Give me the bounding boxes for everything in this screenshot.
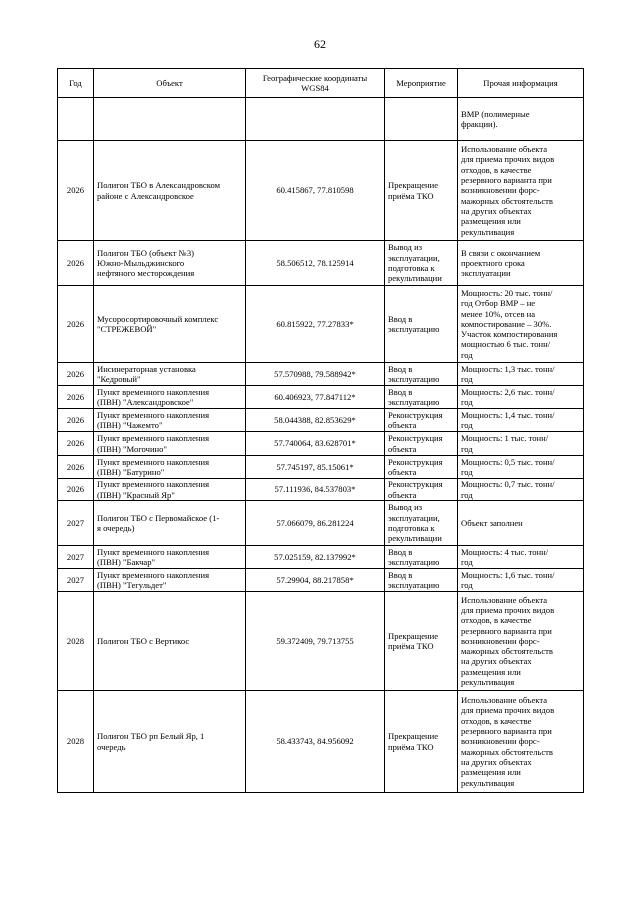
cell-year: 2026 xyxy=(58,479,94,501)
cell-year: 2026 xyxy=(58,363,94,386)
cell-info: Объект заполнен xyxy=(458,501,584,546)
cell-measure: Прекращение приёма ТКО xyxy=(385,691,458,793)
cell-info: Использование объекта для приема прочих видов отходов, в качестве резервного варианта при возникновении форс- мажорных обстоятельств на других объектах размещения или рекультивация xyxy=(458,691,584,793)
cell-measure: Реконструкция объекта xyxy=(385,479,458,501)
cell-measure: Ввод в эксплуатацию xyxy=(385,546,458,569)
table-row xyxy=(58,569,584,592)
cell-info: Мощность: 20 тыс. тонн/ год Отбор ВМР – не менее 10%, отсев на компостирование – 30%. Участок компостирования мощностью 6 тыс. тонн/ год xyxy=(458,286,584,363)
cell-measure: Ввод в эксплуатацию xyxy=(385,363,458,386)
table-row xyxy=(58,363,584,386)
table-row xyxy=(58,501,584,546)
cell-year: 2027 xyxy=(58,546,94,569)
cell-measure: Ввод в эксплуатацию xyxy=(385,386,458,409)
header-measure: Мероприятие xyxy=(385,69,458,98)
cell-object: Полигон ТБО (объект №3) Южно-Мыльджинского нефтяного месторождения xyxy=(94,241,246,286)
header-coordinates: Географические координаты WGS84 xyxy=(246,69,385,98)
cell-coordinates: 60.415867, 77.810598 xyxy=(246,141,385,241)
cell-measure: Реконструкция объекта xyxy=(385,432,458,456)
cell-coordinates: 57.570988, 79.588942* xyxy=(246,363,385,386)
cell-info: Мощность: 2,6 тыс. тонн/ год xyxy=(458,386,584,409)
cell-info: В связи с окончанием проектного срока эксплуатации xyxy=(458,241,584,286)
cell-year: 2026 xyxy=(58,141,94,241)
cell-info: Использование объекта для приема прочих видов отходов, в качестве резервного варианта при возникновении форс- мажорных обстоятельств на других объектах размещения или рекультивация xyxy=(458,141,584,241)
table-row xyxy=(58,432,584,456)
cell-coordinates: 57.066079, 86.281224 xyxy=(246,501,385,546)
cell-measure: Прекращение приёма ТКО xyxy=(385,141,458,241)
cell-object: Пункт временного накопления (ПВН) "Бакчар" xyxy=(94,546,246,569)
cell-coordinates: 57.29904, 88.217858* xyxy=(246,569,385,592)
cell-info: Мощность: 1,4 тыс. тонн/ год xyxy=(458,409,584,432)
cell-measure: Вывод из эксплуатации, подготовка к рекультивации xyxy=(385,241,458,286)
cell-measure: Ввод в эксплуатацию xyxy=(385,569,458,592)
cell-year xyxy=(58,98,94,141)
table-row xyxy=(58,386,584,409)
header-year: Год xyxy=(58,69,94,98)
cell-object: Пункт временного накопления (ПВН) "Чажемто" xyxy=(94,409,246,432)
cell-object: Мусоросортировочный комплекс "СТРЕЖЕВОЙ" xyxy=(94,286,246,363)
table-header-row xyxy=(58,69,584,98)
table-row xyxy=(58,479,584,501)
cell-info: Мощность: 1,6 тыс. тонн/ год xyxy=(458,569,584,592)
cell-measure: Вывод из эксплуатации, подготовка к рекультивации xyxy=(385,501,458,546)
cell-coordinates: 60.406923, 77.847112* xyxy=(246,386,385,409)
cell-coordinates: 57.740064, 83.628701* xyxy=(246,432,385,456)
cell-coordinates: 57.745197, 85.15061* xyxy=(246,456,385,479)
cell-year: 2026 xyxy=(58,456,94,479)
table-row xyxy=(58,546,584,569)
cell-measure xyxy=(385,98,458,141)
cell-coordinates: 57.111936, 84.537803* xyxy=(246,479,385,501)
cell-year: 2026 xyxy=(58,432,94,456)
page-number: 62 xyxy=(314,37,326,51)
cell-coordinates: 59.372409, 79.713755 xyxy=(246,592,385,691)
cell-year: 2026 xyxy=(58,286,94,363)
cell-coordinates: 58.044388, 82.853629* xyxy=(246,409,385,432)
cell-coordinates: 58.506512, 78.125914 xyxy=(246,241,385,286)
cell-info: Мощность: 1 тыс. тонн/ год xyxy=(458,432,584,456)
cell-object xyxy=(94,98,246,141)
cell-year: 2027 xyxy=(58,569,94,592)
cell-info: Использование объекта для приема прочих видов отходов, в качестве резервного варианта при возникновении форс- мажорных обстоятельств на других объектах размещения или рекультивация xyxy=(458,592,584,691)
table-row xyxy=(58,98,584,141)
cell-measure: Реконструкция объекта xyxy=(385,456,458,479)
cell-info: ВМР (полимерные фракции). xyxy=(458,98,584,141)
facilities-table xyxy=(57,68,584,793)
cell-info: Мощность: 1,3 тыс. тонн/ год xyxy=(458,363,584,386)
cell-info: Мощность: 4 тыс. тонн/ год xyxy=(458,546,584,569)
cell-year: 2028 xyxy=(58,691,94,793)
cell-object: Полигон ТБО с Первомайское (1- я очередь) xyxy=(94,501,246,546)
table-row xyxy=(58,241,584,286)
cell-object: Пункт временного накопления (ПВН) "Тегульдет" xyxy=(94,569,246,592)
table-row xyxy=(58,691,584,793)
header-info: Прочая информация xyxy=(458,69,584,98)
cell-coordinates xyxy=(246,98,385,141)
table-body xyxy=(58,98,584,793)
cell-measure: Реконструкция объекта xyxy=(385,409,458,432)
cell-object: Полигон ТБО в Александровском районе с Александровское xyxy=(94,141,246,241)
cell-year: 2026 xyxy=(58,241,94,286)
cell-object: Пункт временного накопления (ПВН) "Батурино" xyxy=(94,456,246,479)
cell-object: Пункт временного накопления (ПВН) "Александровское" xyxy=(94,386,246,409)
cell-year: 2026 xyxy=(58,386,94,409)
cell-measure: Ввод в эксплуатацию xyxy=(385,286,458,363)
cell-coordinates: 60.815922, 77.27833* xyxy=(246,286,385,363)
cell-object: Пункт временного накопления (ПВН) "Красный Яр" xyxy=(94,479,246,501)
cell-info: Мощность: 0,7 тыс. тонн/ год xyxy=(458,479,584,501)
table-row xyxy=(58,141,584,241)
cell-object: Полигон ТБО рп Белый Яр, 1 очередь xyxy=(94,691,246,793)
cell-measure: Прекращение приёма ТКО xyxy=(385,592,458,691)
cell-year: 2027 xyxy=(58,501,94,546)
cell-object: Инсинераторная установка "Кедровый" xyxy=(94,363,246,386)
cell-year: 2028 xyxy=(58,592,94,691)
cell-info: Мощность: 0,5 тыс. тонн/ год xyxy=(458,456,584,479)
cell-object: Пункт временного накопления (ПВН) "Могочино" xyxy=(94,432,246,456)
table-row xyxy=(58,409,584,432)
cell-coordinates: 57.025159, 82.137992* xyxy=(246,546,385,569)
cell-year: 2026 xyxy=(58,409,94,432)
table-row xyxy=(58,456,584,479)
cell-object: Полигон ТБО с Вертикос xyxy=(94,592,246,691)
header-object: Объект xyxy=(94,69,246,98)
table-row xyxy=(58,286,584,363)
cell-coordinates: 58.433743, 84.956092 xyxy=(246,691,385,793)
table-row xyxy=(58,592,584,691)
